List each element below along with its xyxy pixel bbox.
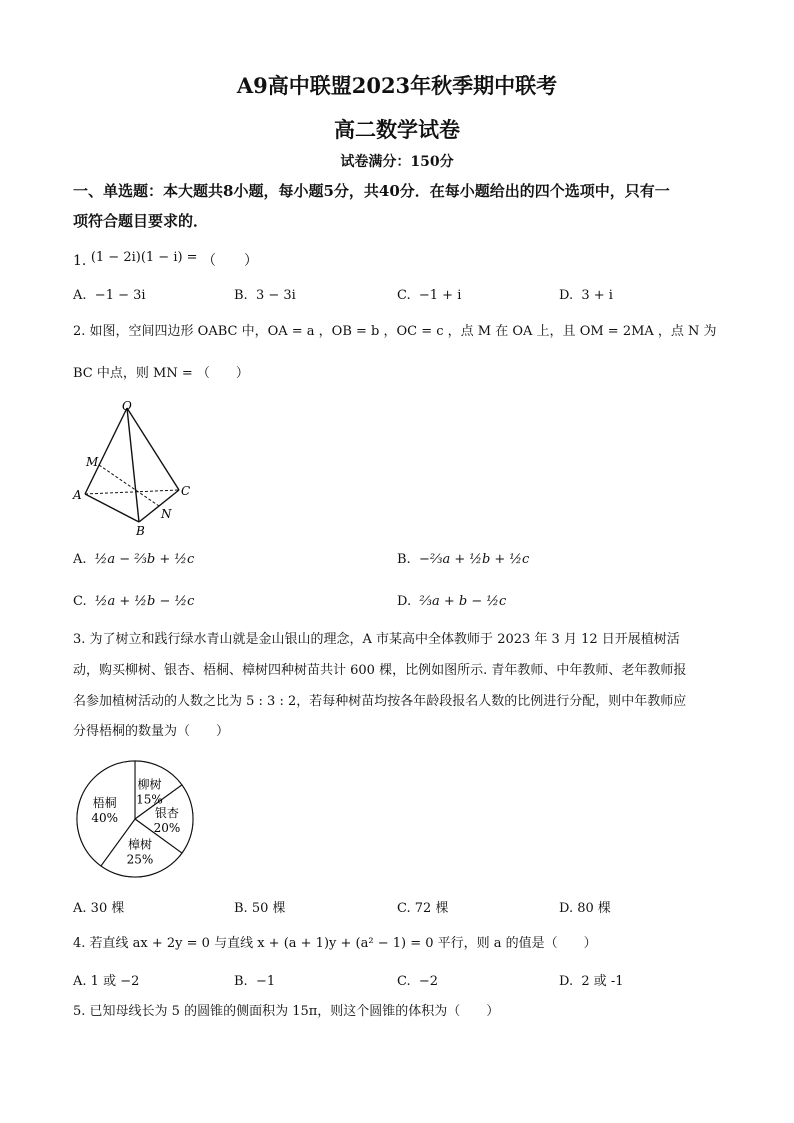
tree-ratio-pie-chart [70,754,200,884]
q3-stem-line3: 名参加植树活动的人数之比为 5 : 3 : 2，若每种树苗均按各年龄段报名人数的比例进行分配，则中年教师应 [73,694,687,709]
label-N: N [161,507,172,521]
q2-stem-line2: BC 中点，则 MN = （ ） [73,366,249,381]
label-C: C [181,484,191,498]
q5-stem: 5. 已知母线长为 5 的圆锥的侧面积为 15π，则这个圆锥的体积为（ ） [73,1004,500,1019]
q4-option-d[interactable]: D. 2 或 -1 [559,974,624,989]
q2-option-b[interactable]: B. −⅔a + ½b + ½c [397,552,530,567]
label-M: M [86,455,99,469]
exam-title: A9高中联盟2023年秋季期中联考 [236,73,558,98]
exam-subtitle: 高二数学试卷 [334,117,460,142]
pie-slice-name-1: 柳树 [137,777,162,792]
q4-stem: 4. 若直线 ax + 2y = 0 与直线 x + (a + 1)y + (a² − 1) = 0 平行，则 a 的值是（ ） [73,936,597,951]
q1-blank: （ ） [202,253,259,269]
q2-stem-line1: 2. 如图，空间四边形 OABC 中，OA = a ，OB = b ，OC = c ，点 M 在 OA 上，且 OM = 2MA ，点 N 为 [73,324,717,339]
q1-option-b[interactable]: B. 3 − 3i [234,288,296,303]
exam-score: 试卷满分：150分 [340,154,454,170]
pie-slice-percent-4: 40% [91,811,118,826]
pie-slice-percent-1: 15% [136,792,163,807]
q1-option-a[interactable]: A. −1 − 3i [73,288,146,303]
section-heading-line2: 项符合题目要求的． [73,212,209,230]
q3-option-c[interactable]: C. 72 棵 [397,901,449,916]
q4-option-b[interactable]: B. −1 [234,974,276,989]
pie-slice-name-4: 梧桐 [92,796,117,811]
q2-option-c[interactable]: C. ½a + ½b − ½c [73,594,195,609]
pie-slice-name-2: 银杏 [154,806,179,820]
q3-stem-line1: 3. 为了树立和践行绿水青山就是金山银山的理念，A 市某高中全体教师于 2023 年 3 月 12 日开展植树活 [73,632,680,647]
pie-slice-name-3: 樟树 [127,837,152,852]
q3-stem-line4: 分得梧桐的数量为（ ） [73,724,230,739]
label-B: B [136,524,145,538]
q3-stem-line2: 动，购买柳树、银杏、梧桐、樟树四种树苗共计 600 棵，比例如图所示. 青年教师、中年教师、老年教师报 [73,663,687,678]
q1-option-c[interactable]: C. −1 + i [397,288,462,303]
q4-option-c[interactable]: C. −2 [397,974,439,989]
q1-number: 1. [73,253,87,269]
label-O: O [122,399,132,413]
q2-option-d[interactable]: D. ⅔a + b − ½c [397,594,507,609]
q3-option-d[interactable]: D. 80 棵 [559,901,611,916]
pie-slice-percent-2: 20% [153,821,181,835]
q2-option-a[interactable]: A. ½a − ⅔b + ½c [73,552,195,567]
q1-option-d[interactable]: D. 3 + i [559,288,613,303]
q1-stem [73,251,258,272]
section-heading-line1: 一、单选题：本大题共8小题，每小题5分，共40分．在每小题给出的四个选项中，只有一 [73,182,670,200]
q4-option-a[interactable]: A. 1 或 −2 [73,974,140,989]
q1-expression: (1 − 2i)(1 − i) = [90,250,198,265]
pie-slice-percent-3: 25% [126,852,154,867]
tetrahedron-figure [70,398,200,538]
label-A: A [73,488,82,502]
q3-option-a[interactable]: A. 30 棵 [73,901,125,916]
q3-option-b[interactable]: B. 50 棵 [234,901,286,916]
